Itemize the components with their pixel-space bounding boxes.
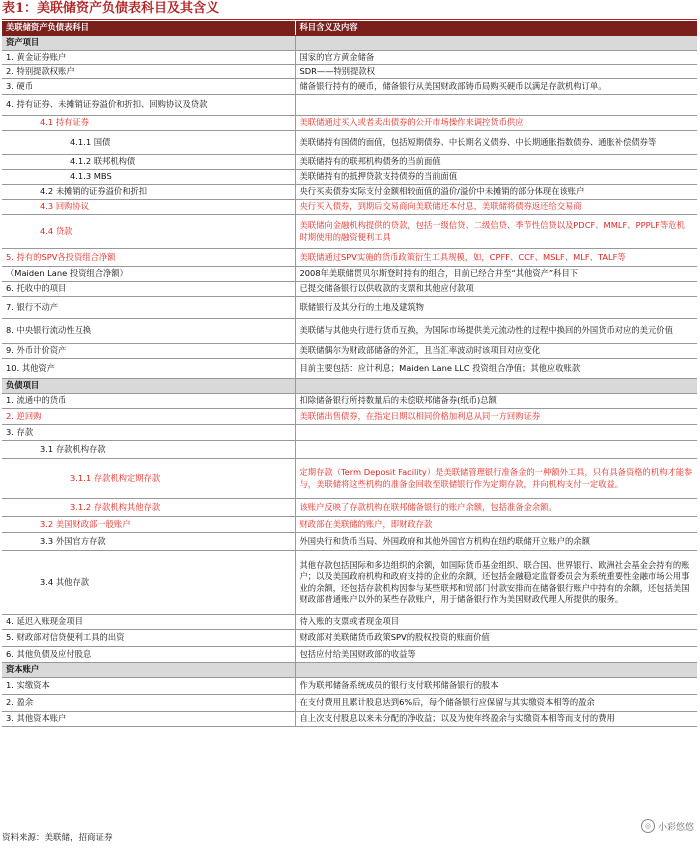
meaning-cell: 美联储出售债券，在指定日期以相同价格加利息从同一方回购证券 [295,409,697,425]
account-cell: 7. 银行不动产 [2,297,295,319]
source-note: 资料来源：美联储，招商证券 [2,833,113,843]
watermark [641,819,694,833]
meaning-cell: SDR——特别提款权 [295,65,697,79]
table-row [2,116,697,131]
account-cell: 4.1.1 国债 [2,131,295,155]
table-title: 表1：美联储资产负债表科目及其含义 [2,1,220,16]
account-cell: 3. 其他资本账户 [2,712,295,727]
meaning-cell: 该账户反映了存款机构在联邦储备银行的账户余额，包括准备金余额。 [295,499,697,517]
table-row [2,647,697,663]
account-cell: 9. 外币计价资产 [2,344,295,359]
meaning-cell: 财政部在美联储的账户，即财政存款 [295,517,697,533]
meaning-cell [295,441,697,459]
account-cell: 负债项目 [2,379,295,394]
table-row [2,95,697,116]
account-cell: 4.2 未摊销的证券溢价和折扣 [2,185,295,200]
meaning-cell: 国家的官方黄金储备 [295,51,697,65]
header-col-meaning: 科目含义及内容 [295,21,697,36]
account-cell: 3.1.1 存款机构定期存款 [2,459,295,499]
table-row [2,344,697,359]
table-row [2,615,697,630]
account-cell: 3.4 其他存款 [2,551,295,615]
table-row [2,297,697,319]
meaning-cell: 目前主要包括：应计利息；Maiden Lane LLC 投资组合净值；其他应收账款 [295,359,697,379]
table-row [2,79,697,95]
meaning-cell: 美联储偶尔为财政部储备的外汇，且当汇率波动时该项目对应变化 [295,344,697,359]
meaning-cell: 2008年美联储贯贝尔斯登时持有的组合，目前已经合并至“其他资产”科目下 [295,267,697,282]
table-row [2,409,697,425]
account-cell: 3.3 外国官方存款 [2,533,295,551]
meaning-cell: 美联储持有的联邦机构债务的当前面值 [295,155,697,170]
account-cell: 8. 中央银行流动性互换 [2,319,295,344]
meaning-cell: 财政部对美联储货币政策SPV的股权投资的账面价值 [295,630,697,647]
meaning-cell: 美联储持有的抵押贷款支持债券的当前面值 [295,170,697,185]
meaning-cell: 美联储与其他央行进行货币互换，为国际市场提供美元流动性的过程中换回的外国货币对应的美元价值 [295,319,697,344]
section-row [2,36,697,51]
section-row [2,663,697,678]
meaning-cell: 已提交储备银行以供收款的支票和其他应付款项 [295,282,697,297]
meaning-cell: 包括应付给美国财政部的收益等 [295,647,697,663]
account-cell: 3.2 美国财政部一般账户 [2,517,295,533]
meaning-cell: 待入账的支票或者现金项目 [295,615,697,630]
table-row [2,200,697,215]
meaning-cell [295,36,697,51]
watermark-text: 小彩悠悠 [657,822,694,833]
table-row [2,51,697,65]
meaning-cell: 美联储持有国债的面值，包括短期债券、中长期名义债券、中长期通胀指数债券、通胀补偿债券等 [295,131,697,155]
account-cell: 10. 其他资产 [2,359,295,379]
meaning-cell [295,95,697,116]
table-body [2,36,697,727]
meaning-cell: 其他存款包括国际和多边组织的余额，如国际货币基金组织、联合国、世界银行、欧洲社会基金会持有的账户；以及美国政府机构和政府支持的企业的余额，还包括金融稳定监督委员会为系统重要性金融市场公用事业的余额，还包括存款机构因参与某些联邦和贸部门付款安排而在储备银行账户中持有的余额，还包括美国财政部普通账户以外的某些存款账户，用于储备银行作为美国财政代理人所提供的服务。 [295,551,697,615]
account-cell: 资产项目 [2,36,295,51]
meaning-cell [295,379,697,394]
account-cell: （Maiden Lane 投资组合净额） [2,267,295,282]
account-cell: 6. 托收中的项目 [2,282,295,297]
table-row [2,155,697,170]
account-cell: 4.1.3 MBS [2,170,295,185]
title-divider [2,19,697,20]
account-cell: 2. 特别提款权账户 [2,65,295,79]
table-row [2,695,697,712]
meaning-cell: 联储银行及其分行的土地及建筑物 [295,297,697,319]
account-cell: 4. 持有证券、未摊销证券溢价和折扣、回购协议及贷款 [2,95,295,116]
account-cell: 3.1.2 存款机构其他存款 [2,499,295,517]
meaning-cell: 美联储通过SPV实施的货币政策衍生工具规模，如，CPFF、CCF、MSLF、MLF、TALF等 [295,249,697,267]
account-cell: 1. 实缴资本 [2,678,295,695]
account-cell: 资本账户 [2,663,295,678]
account-cell: 3. 硬币 [2,79,295,95]
fed-balance-sheet-table [2,21,697,727]
table-row [2,170,697,185]
table-row [2,678,697,695]
table-row [2,359,697,379]
account-cell: 4.3 回购协议 [2,200,295,215]
table-row [2,131,697,155]
account-cell: 1. 黄金证券账户 [2,51,295,65]
section-row [2,379,697,394]
table-row [2,267,697,282]
table-row [2,425,697,441]
meaning-cell: 美联储向金融机构提供的贷款，包括一级信贷、二级信贷、季节性信贷以及PDCF、MMLF、PPPLF等危机时期使用的融资便利工具 [295,215,697,249]
meaning-cell: 外国央行和货币当局、外国政府和其他外国官方机构在纽约联储开立账户的余额 [295,533,697,551]
account-cell: 6. 其他负债及应付股息 [2,647,295,663]
table-row [2,394,697,409]
table-row [2,630,697,647]
account-cell: 4.4 贷款 [2,215,295,249]
meaning-cell: 央行买卖债券实际支付金额相较面值的溢价/溢价中未摊销的部分体现在该账户 [295,185,697,200]
table-row [2,517,697,533]
header-col-account: 美联储资产负债表科目 [2,21,295,36]
account-cell: 4. 延迟入账现金项目 [2,615,295,630]
account-cell: 1. 流通中的货币 [2,394,295,409]
account-cell: 4.1 持有证券 [2,116,295,131]
table-row [2,441,697,459]
meaning-cell: 作为联邦储备系统成员的银行支付联邦储备银行的股本 [295,678,697,695]
account-cell: 3. 存款 [2,425,295,441]
account-cell: 5. 持有的SPV各投资组合净额 [2,249,295,267]
meaning-cell: 央行买入债券，到期后交易商向美联储还本付息，美联储将债券返还给交易商 [295,200,697,215]
meaning-cell: 自上次支付股息以来未分配的净收益；以及为使年终盈余与实缴资本相等而支付的费用 [295,712,697,727]
account-cell: 2. 逆回购 [2,409,295,425]
meaning-cell: 储备银行持有的硬币，储备银行从美国财政部铸币局购买硬币以满足存款机构订单。 [295,79,697,95]
table-row [2,459,697,499]
table-row [2,551,697,615]
meaning-cell: 扣除储备银行所持数量后的未偿联邦储备券(纸币)总额 [295,394,697,409]
account-cell: 3.1 存款机构存款 [2,441,295,459]
meaning-cell: 美联储通过买入或者卖出债券的公开市场操作来调控货币供应 [295,116,697,131]
table-row [2,499,697,517]
meaning-cell: 在支付费用且累计股息达到6%后，每个储备银行应保留与其实缴资本相等的盈余 [295,695,697,712]
table-row [2,533,697,551]
table-row [2,319,697,344]
account-cell: 4.1.2 联邦机构债 [2,155,295,170]
table-row [2,185,697,200]
meaning-cell [295,663,697,678]
table-header-row [2,21,697,36]
account-cell: 5. 财政部对信贷便利工具的出资 [2,630,295,647]
meaning-cell [295,425,697,441]
table-row [2,712,697,727]
wechat-icon: ◎ [641,819,655,833]
account-cell: 2. 盈余 [2,695,295,712]
table-row [2,215,697,249]
meaning-cell: 定期存款（Term Deposit Facility）是美联储管理银行准备金的一种额外工具，只有具备资格的机构才能参与，美联储将这些机构的准备金回收至联储银行作为定期存款，并向机构支付一定收益。 [295,459,697,499]
table-row [2,282,697,297]
table-row [2,65,697,79]
table-row [2,249,697,267]
